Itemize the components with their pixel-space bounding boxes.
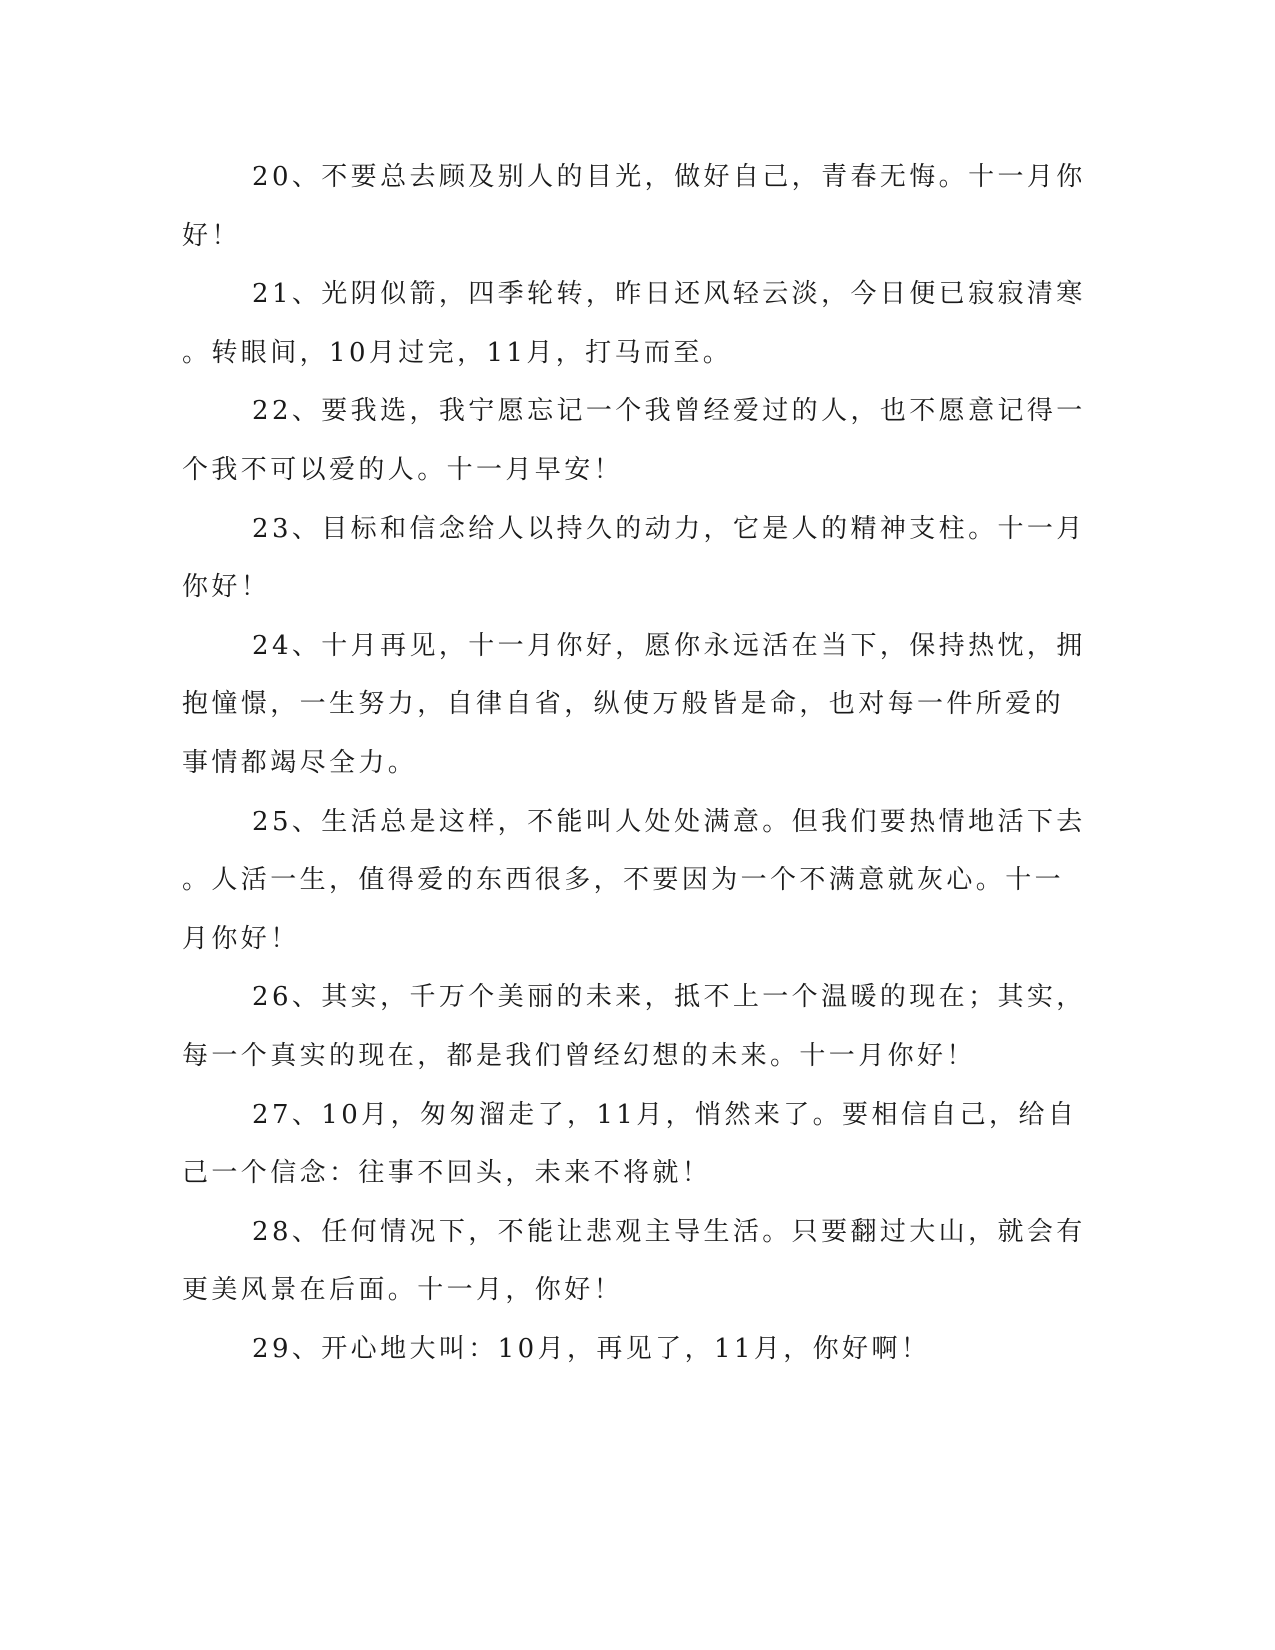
paragraph-line: 更美风景在后面。十一月，你好！ [182, 1275, 624, 1306]
paragraph-line: 27、10月，匆匆溜走了，11月，悄然来了。要相信自己，给自 [252, 1099, 1078, 1130]
paragraph-line: 你好！ [182, 572, 271, 603]
paragraph-line: 事情都竭尽全力。 [182, 747, 418, 778]
paragraph-line: 21、光阴似箭，四季轮转，昨日还风轻云淡，今日便已寂寂清寒 [252, 279, 1086, 310]
paragraph-22 [182, 382, 1086, 499]
paragraph-line: 29、开心地大叫：10月，再见了，11月，你好啊！ [252, 1333, 931, 1364]
paragraph-line: 。转眼间，10月过完，11月，打马而至。 [182, 337, 733, 368]
paragraph-line: 己一个信念：往事不回头，未来不将就！ [182, 1158, 712, 1189]
paragraph-24 [182, 617, 1086, 793]
paragraph-23 [182, 500, 1086, 617]
paragraph-line: 26、其实，千万个美丽的未来，抵不上一个温暖的现在；其实， [252, 982, 1086, 1013]
paragraph-line: 个我不可以爱的人。十一月早安！ [182, 454, 624, 485]
paragraph-line: 24、十月再见，十一月你好，愿你永远活在当下，保持热忱，拥 [252, 630, 1086, 661]
paragraph-27 [182, 1086, 1078, 1203]
paragraph-line: 23、目标和信念给人以持久的动力，它是人的精神支柱。十一月 [252, 513, 1086, 544]
paragraph-29 [182, 1320, 1034, 1379]
paragraph-line: 22、要我选，我宁愿忘记一个我曾经爱过的人，也不愿意记得一 [252, 396, 1086, 427]
paragraph-line: 抱憧憬，一生努力，自律自省，纵使万般皆是命，也对每一件所爱的 [182, 689, 1065, 720]
paragraph-21 [182, 265, 1086, 382]
paragraph-line: 月你好！ [182, 923, 300, 954]
paragraph-line: 28、任何情况下，不能让悲观主导生活。只要翻过大山，就会有 [252, 1216, 1086, 1247]
paragraph-26 [182, 968, 1086, 1085]
paragraph-28 [182, 1203, 1086, 1320]
paragraph-25 [182, 793, 1086, 969]
paragraph-line: 。人活一生，值得爱的东西很多，不要因为一个不满意就灰心。十一 [182, 865, 1065, 896]
paragraph-line: 20、不要总去顾及别人的目光，做好自己，青春无悔。十一月你 [252, 162, 1086, 192]
paragraph-line: 25、生活总是这样，不能叫人处处满意。但我们要热情地活下去 [252, 806, 1086, 837]
paragraph-line: 每一个真实的现在，都是我们曾经幻想的未来。十一月你好！ [182, 1040, 976, 1071]
paragraph-line: 好！ [182, 220, 241, 251]
document-body [182, 148, 1086, 1378]
paragraph-20 [182, 148, 1086, 265]
